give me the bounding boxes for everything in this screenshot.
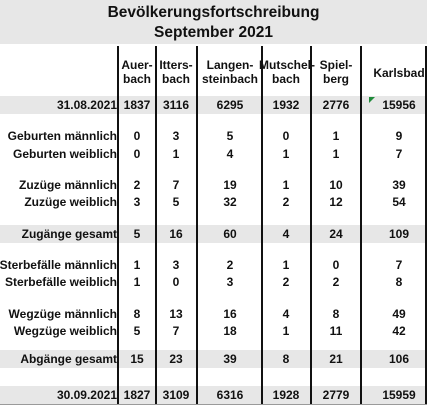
table-cell: 15 bbox=[130, 352, 144, 366]
table-cell: 39 bbox=[223, 352, 237, 366]
table-cell: 4 bbox=[282, 307, 290, 321]
table-cell: 1 bbox=[133, 275, 141, 289]
table-cell: 5 bbox=[133, 324, 141, 338]
table-cell: 7 bbox=[395, 258, 403, 272]
table-cell: 6295 bbox=[216, 98, 244, 112]
column-divider bbox=[155, 46, 157, 404]
column-header-line1: Langen- bbox=[206, 58, 254, 72]
column-divider bbox=[196, 46, 198, 404]
table-cell: 19 bbox=[223, 178, 237, 192]
column-header-line2: bach bbox=[122, 72, 151, 86]
table-cell: 6316 bbox=[216, 388, 244, 402]
table-cell: 4 bbox=[282, 227, 290, 241]
table-cell: 2776 bbox=[322, 98, 350, 112]
title-line-1: Bevölkerungsfortschreibung bbox=[107, 4, 320, 21]
table-cell: 0 bbox=[282, 129, 290, 143]
title-line-2: September 2021 bbox=[154, 24, 273, 41]
table-cell: 106 bbox=[388, 352, 410, 366]
table-cell: 2779 bbox=[322, 388, 350, 402]
table-cell: 15956 bbox=[382, 98, 416, 112]
row-label: 31.08.2021 bbox=[56, 98, 117, 112]
table-cell: 1 bbox=[172, 147, 180, 161]
table-cell: 8 bbox=[332, 307, 340, 321]
column-header bbox=[158, 58, 194, 86]
table-cell: 1 bbox=[332, 147, 340, 161]
column-divider bbox=[360, 46, 362, 404]
table-cell: 3 bbox=[172, 129, 180, 143]
table-cell: 2 bbox=[282, 275, 290, 289]
table-cell: 1 bbox=[332, 129, 340, 143]
table-cell: 39 bbox=[392, 178, 406, 192]
table-cell: 109 bbox=[388, 227, 410, 241]
table-cell: 7 bbox=[172, 324, 180, 338]
table-cell: 1827 bbox=[123, 388, 151, 402]
table-cell: 2 bbox=[226, 258, 234, 272]
table-cell: 42 bbox=[392, 324, 406, 338]
table-cell: 1 bbox=[282, 147, 290, 161]
table-cell: 1 bbox=[282, 178, 290, 192]
table-cell: 3109 bbox=[162, 388, 190, 402]
table-cell: 24 bbox=[329, 227, 343, 241]
table-cell: 0 bbox=[332, 258, 340, 272]
table-cell: 9 bbox=[395, 129, 403, 143]
table-cell: 18 bbox=[223, 324, 237, 338]
row-label: Zuzüge männlich bbox=[18, 178, 117, 192]
row-label: Sterbefälle männlich bbox=[0, 258, 117, 272]
table-cell: 13 bbox=[169, 307, 183, 321]
row-label: Wegzüge männlich bbox=[8, 307, 117, 321]
cell-comment-marker-icon bbox=[369, 97, 375, 103]
column-header-line2: bach bbox=[271, 72, 300, 86]
table-cell: 2 bbox=[133, 178, 141, 192]
column-header bbox=[200, 58, 260, 86]
table-cell: 0 bbox=[172, 275, 180, 289]
table-cell: 1 bbox=[282, 324, 290, 338]
table-cell: 3 bbox=[172, 258, 180, 272]
column-header-line1: Itters- bbox=[159, 58, 193, 72]
table-cell: 16 bbox=[169, 227, 183, 241]
table-cell: 23 bbox=[169, 352, 183, 366]
row-label: Sterbefälle weiblich bbox=[4, 275, 117, 289]
table-cell: 54 bbox=[392, 195, 406, 209]
column-header-line1: Mutschel- bbox=[259, 58, 316, 72]
column-header-line1: Karlsbad bbox=[373, 66, 425, 80]
table-cell: 8 bbox=[133, 307, 141, 321]
table-cell: 8 bbox=[282, 352, 290, 366]
table-cell: 1 bbox=[133, 258, 141, 272]
table-cell: 15959 bbox=[382, 388, 416, 402]
table-cell: 21 bbox=[329, 352, 343, 366]
table-cell: 49 bbox=[392, 307, 406, 321]
table-cell: 3 bbox=[133, 195, 141, 209]
table-cell: 4 bbox=[226, 147, 234, 161]
table-cell: 10 bbox=[329, 178, 343, 192]
table-cell: 0 bbox=[133, 147, 141, 161]
row-label: Zugänge gesamt bbox=[21, 227, 117, 241]
row-label: Zuzüge weiblich bbox=[24, 195, 117, 209]
column-header-line2: steinbach bbox=[201, 72, 258, 86]
table-cell: 1837 bbox=[123, 98, 151, 112]
table-cell: 1928 bbox=[272, 388, 300, 402]
table-cell: 8 bbox=[395, 275, 403, 289]
column-header bbox=[373, 66, 425, 80]
table-cell: 2 bbox=[332, 275, 340, 289]
table-cell: 5 bbox=[226, 129, 234, 143]
table-cell: 11 bbox=[329, 324, 343, 338]
table-cell: 12 bbox=[329, 195, 343, 209]
table-cell: 2 bbox=[282, 195, 290, 209]
column-header-line1: Auer- bbox=[121, 58, 153, 72]
table-cell: 32 bbox=[223, 195, 237, 209]
column-header bbox=[119, 58, 155, 86]
column-header bbox=[259, 58, 316, 86]
table-cell: 1932 bbox=[272, 98, 300, 112]
table-cell: 7 bbox=[395, 147, 403, 161]
table-cell: 3116 bbox=[162, 98, 190, 112]
column-header-line1: Spiel- bbox=[319, 58, 353, 72]
title-band bbox=[0, 0, 427, 44]
row-label: Geburten männlich bbox=[7, 129, 117, 143]
column-header-line2: berg bbox=[322, 72, 349, 86]
row-label: Abgänge gesamt bbox=[20, 352, 117, 366]
table-cell: 60 bbox=[223, 227, 237, 241]
column-header-line2: bach bbox=[161, 72, 190, 86]
row-label: 30.09.2021 bbox=[56, 388, 117, 402]
table-cell: 0 bbox=[133, 129, 141, 143]
table-cell: 5 bbox=[172, 195, 180, 209]
column-header bbox=[316, 58, 356, 86]
table-cell: 5 bbox=[133, 227, 141, 241]
table-cell: 7 bbox=[172, 178, 180, 192]
table-cell: 1 bbox=[282, 258, 290, 272]
row-label: Wegzüge weiblich bbox=[13, 324, 117, 338]
row-label: Geburten weiblich bbox=[12, 147, 117, 161]
table-cell: 3 bbox=[226, 275, 234, 289]
table-cell: 16 bbox=[223, 307, 237, 321]
